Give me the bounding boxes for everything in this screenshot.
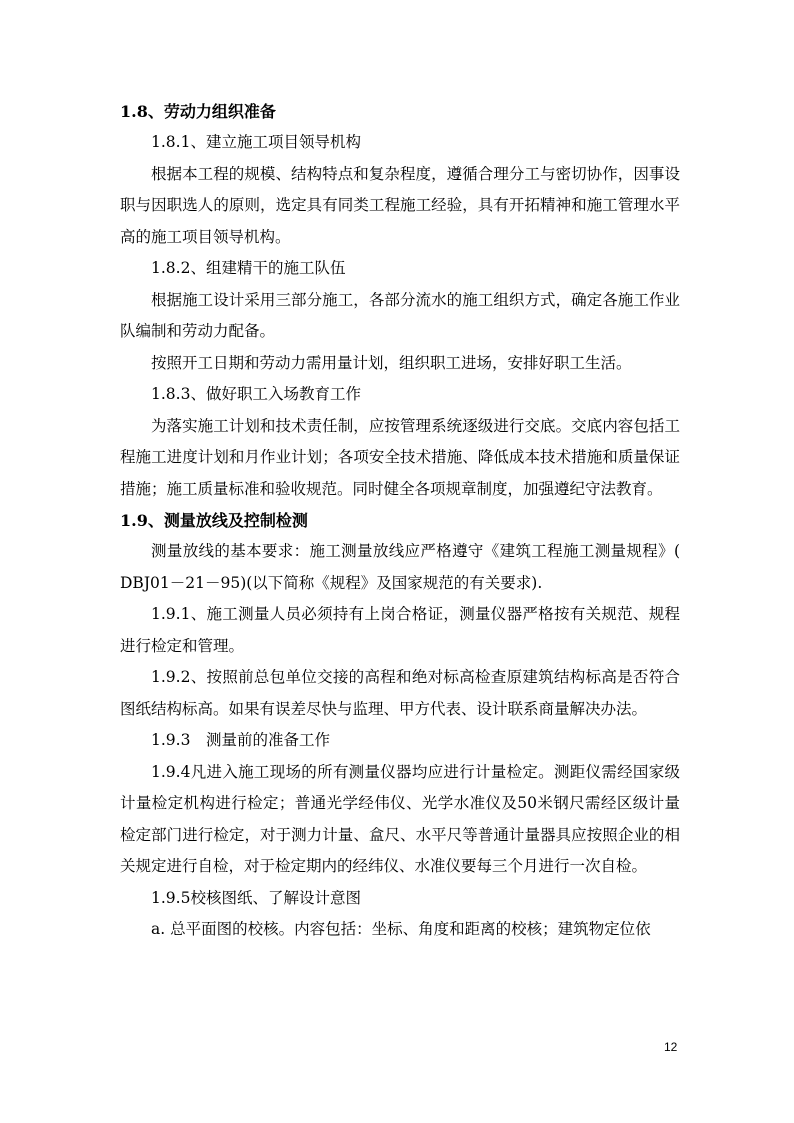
paragraph-1-9-2: 1.9.2、按照前总包单位交接的高程和绝对标高检查原建筑结构标高是否符合图纸结构标高。如果有误差尽快与监理、甲方代表、设计联系商量解决办法。: [120, 668, 680, 718]
paragraph: 按照开工日期和劳动力需用量计划，组织职工进场，安排好职工生活。: [151, 353, 632, 372]
paragraph: a. 总平面图的校核。内容包括：坐标、角度和距离的校核；建筑物定位依: [151, 920, 651, 938]
subheading-1-9-3: 1.9.3 测量前的准备工作: [151, 731, 330, 749]
document-body: [120, 96, 680, 946]
paragraph: 为落实施工计划和技术责任制，应按管理系统逐级进行交底。交底内容包括工程施工进度计划和月作业计划；各项安全技术措施、降低成本技术措施和质量保证措施；施工质量标准和验收规范。同时健全各项规章制度，加强遵纪守法教育。: [120, 416, 680, 498]
subheading-1-8-2: 1.8.2、组建精干的施工队伍: [151, 259, 346, 277]
paragraph: 测量放线的基本要求：施工测量放线应严格遵守《建筑工程施工测量规程》( DBJ01－21－95)(以下简称《规程》及国家规范的有关要求).: [120, 542, 680, 592]
paragraph-1-9-4: 1.9.4凡进入施工现场的所有测量仪器均应进行计量检定。测距仪需经国家级计量检定机构进行检定；普通光学经伟仪、光学水准仪及50米钢尺需经区级计量检定部门进行检定，对于测力计量、盒尺、水平尺等普通计量器具应按照企业的相关规定进行自检，对于检定期内的经纬仪、水准仪要每三个月进行一次自检。: [120, 762, 680, 875]
paragraph: 根据施工设计采用三部分施工，各部分流水的施工组织方式，确定各施工作业队编制和劳动力配备。: [120, 290, 680, 340]
subheading-1-8-3: 1.8.3、做好职工入场教育工作: [151, 385, 361, 403]
paragraph-1-9-1: 1.9.1、施工测量人员必须持有上岗合格证，测量仪器严格按有关规范、规程进行检定和管理。: [120, 605, 680, 655]
section-heading-1-8: 1.8、劳动力组织准备: [120, 102, 276, 121]
subheading-1-9-5: 1.9.5校核图纸、了解设计意图: [151, 888, 361, 907]
section-heading-1-9: 1.9、测量放线及控制检测: [120, 511, 308, 530]
subheading-1-8-1: 1.8.1、建立施工项目领导机构: [151, 133, 361, 151]
paragraph: 根据本工程的规模、结构特点和复杂程度，遵循合理分工与密切协作，因事设职与因职选人的原则，选定具有同类工程施工经验，具有开拓精神和施工管理水平高的施工项目领导机构。: [120, 164, 680, 246]
page-number: 12: [664, 1040, 678, 1054]
